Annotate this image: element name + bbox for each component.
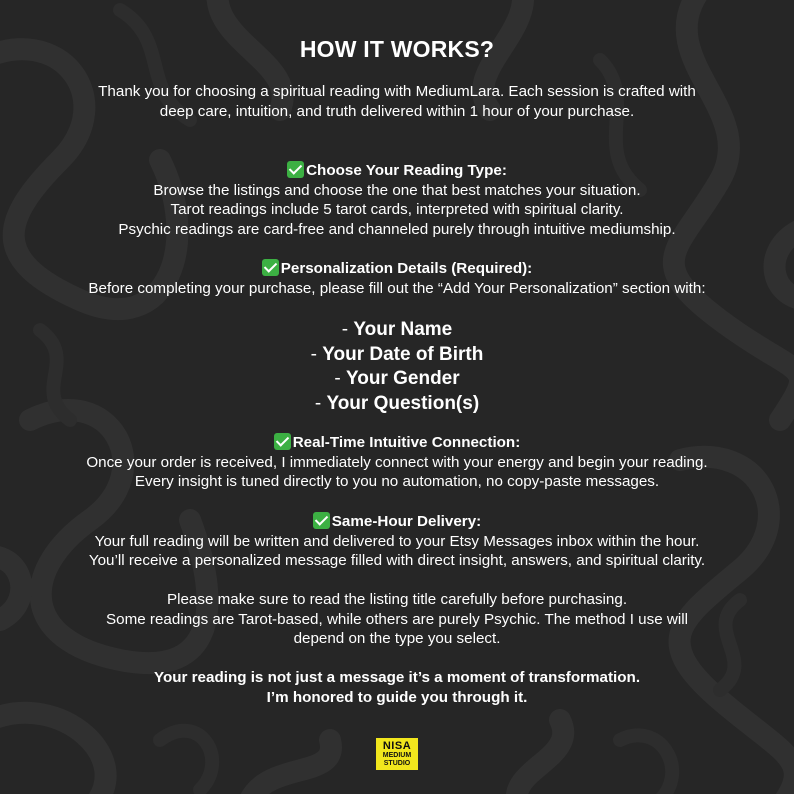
check-mark-icon [313, 512, 330, 529]
section-heading-label: Personalization Details (Required): [280, 260, 533, 277]
closing-line: Your reading is not just a message it’s a moment of transformation. [153, 669, 641, 686]
field-item [0, 367, 794, 392]
closing-message [0, 668, 794, 707]
section-line: Browse the listings and choose the one that best matches your situation. [153, 181, 641, 199]
section-heading [0, 433, 794, 453]
section-line: Before completing your purchase, please fill out the “Add Your Personalization” section with: [88, 279, 706, 297]
section-reading-type [0, 161, 794, 239]
section-line: Psychic readings are card-free and channeled purely through intuitive mediumship. [118, 220, 676, 238]
section-line: Once your order is received, I immediately connect with your energy and begin your reading. [86, 453, 708, 471]
section-personalization [0, 259, 794, 298]
field-name: Your Name [353, 319, 453, 340]
check-mark-icon [262, 259, 279, 276]
note-line: Some readings are Tarot-based, while others are purely Psychic. The method I use will [106, 610, 688, 628]
logo-line: NISA [382, 739, 412, 752]
note-line: depend on the type you select. [293, 630, 501, 648]
section-line: Every insight is tuned directly to you no automation, no copy-paste messages. [134, 473, 660, 491]
intro-line: Thank you for choosing a spiritual reading with MediumLara. Each session is crafted with [98, 83, 696, 100]
intro-text [0, 82, 794, 121]
section-line: You’ll receive a personalized message filled with direct insight, answers, and spiritual clarity. [88, 552, 706, 570]
field-date-of-birth: Your Date of Birth [322, 343, 484, 365]
section-heading [0, 512, 794, 532]
closing-line: I’m honored to guide you through it. [266, 688, 528, 706]
field-item [0, 343, 794, 368]
field-questions: Your Question(s) [326, 392, 480, 414]
check-mark-icon [274, 433, 291, 450]
note-line: Please make sure to read the listing title carefully before purchasing. [166, 591, 628, 608]
section-line: Your full reading will be written and delivered to your Etsy Messages inbox within the hour. [94, 532, 700, 550]
field-dash: - [341, 319, 354, 340]
field-item [0, 392, 794, 417]
field-dash: - [334, 368, 346, 389]
section-line: Tarot readings include 5 tarot cards, interpreted with spiritual clarity. [170, 201, 624, 219]
section-heading-label: Same-Hour Delivery: [331, 513, 482, 530]
field-dash: - [310, 343, 323, 365]
personalization-fields [0, 318, 794, 416]
field-dash: - [314, 392, 327, 414]
studio-logo [376, 738, 418, 770]
check-mark-icon [287, 161, 304, 178]
logo-line: MEDIUM [382, 751, 412, 759]
section-heading [0, 161, 794, 181]
field-item [0, 318, 794, 343]
section-delivery [0, 512, 794, 571]
page-title: HOW IT WORKS? [299, 36, 495, 62]
section-heading [0, 259, 794, 279]
section-connection [0, 433, 794, 492]
field-gender: Your Gender [345, 368, 460, 389]
purchase-note [0, 590, 794, 649]
logo-line: STUDIO [383, 759, 411, 767]
section-heading-label: Choose Your Reading Type: [306, 162, 507, 179]
section-heading-label: Real-Time Intuitive Connection: [292, 434, 521, 451]
intro-line: deep care, intuition, and truth delivered within 1 hour of your purchase. [159, 102, 635, 120]
